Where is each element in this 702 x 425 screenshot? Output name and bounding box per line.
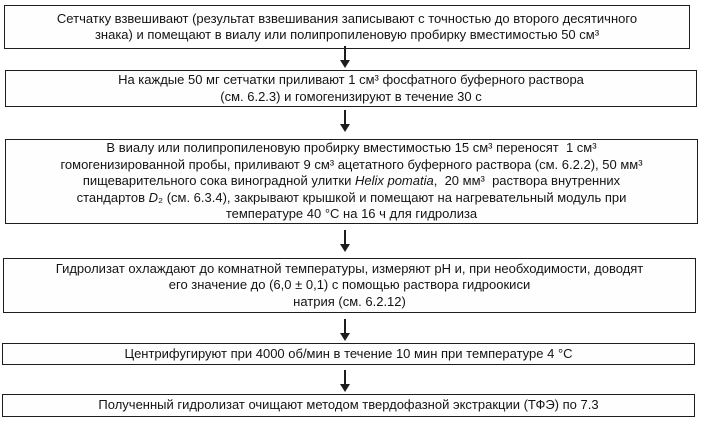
down-arrow-head-icon [340,384,350,392]
process-step-weigh-retina [4,5,690,49]
down-arrow-head-icon [340,333,350,341]
step-text-line: знака) и помещают в виалу или полипропиленовую пробирку вместимостью 50 см³ [94,27,600,42]
arrow-shaft [344,110,346,124]
step-text-line: его значение до (6,0 ± 0,1) с помощью раствора гидроокиси [168,277,531,293]
down-arrow-head-icon [340,244,350,252]
down-arrow [340,230,350,252]
step-text-line: стандартов D₂ (см. 6.3.4), закрывают крышкой и помещают на нагревательный модуль при [76,189,627,205]
step-text-line: Полученный гидролизат очищают методом твердофазной экстракции (ТФЭ) по 7.3 [98,397,599,413]
down-arrow [340,370,350,392]
process-step-add-phosphate-buffer [5,70,697,107]
step-text-line: Сетчатку взвешивают (результат взвешивания записывают с точностью до второго десятичного [56,10,638,26]
step-text-line: натрия (см. 6.2.12) [293,293,406,309]
process-step-spe-cleanup [2,394,695,417]
down-arrow-head-icon [340,124,350,132]
down-arrow [340,46,350,68]
arrow-shaft [344,46,346,60]
step-text-line: температуре 40 °С на 16 ч для гидролиза [225,206,478,222]
arrow-shaft [344,370,346,384]
step-text-line: пищеварительного сока виноградной улитки Helix pomatia, 20 мм³ раствора внутренних [82,173,621,189]
step-text-line: На каждые 50 мг сетчатки приливают 1 см³ фосфатного буферного раствора [118,72,584,87]
down-arrow-head-icon [340,60,350,68]
down-arrow [340,110,350,132]
arrow-shaft [344,230,346,244]
step-text-line: Гидролизат охлаждают до комнатной температуры, измеряют pH и, при необходимости, доводят [55,260,644,276]
step-text-line: Центрифугируют при 4000 об/мин в течение 10 мин при температуре 4 °С [124,345,573,361]
down-arrow [340,319,350,341]
process-step-cool-and-adjust-ph [3,258,696,313]
process-step-hydrolysis-setup [5,139,698,224]
process-step-centrifuge [2,343,695,365]
step-text-line: гомогенизированной пробы, приливают 9 см³ ацетатного буферного раствора (см. 6.2.2), 50 мм³ [60,156,643,172]
step-text-line: (см. 6.2.3) и гомогенизируют в течение 30 с [220,88,482,104]
arrow-shaft [344,319,346,333]
step-text-line: В виалу или полипропиленовую пробирку вместимостью 15 см³ переносят 1 см³ [106,140,597,156]
